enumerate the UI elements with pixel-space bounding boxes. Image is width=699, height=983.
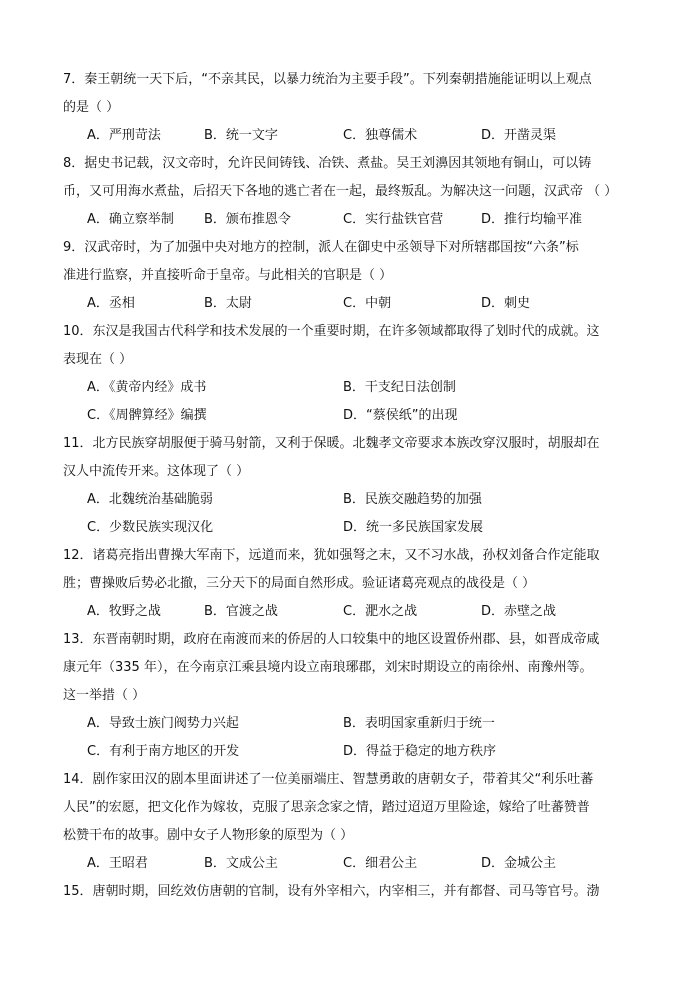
q8-option-a: A．确立察举制	[87, 212, 174, 227]
q13-option-c: C．有利于南方地区的开发	[87, 744, 240, 759]
q13-option-d: D．得益于稳定的地方秩序	[343, 744, 497, 759]
q14-option-a: A．王昭君	[87, 856, 148, 871]
q10-option-a: A．《黄帝内经》成书	[87, 380, 207, 395]
q8-option-c: C．实行盐铁官营	[343, 212, 444, 227]
q8-stem-line-1: 8．据史书记载，汉文帝时，允许民间铸钱、冶铁、煮盐。吴王刘濞因其领地有铜山，可以铸	[63, 156, 592, 171]
q11-option-d: D．统一多民族国家发展	[343, 520, 484, 535]
q13-stem-line-1: 13．东晋南朝时期，政府在南渡而来的侨居的人口较集中的地区设置侨州郡、县，如晋成帝咸	[63, 632, 600, 647]
q7-stem-line-2: 的是（ ）	[63, 100, 120, 115]
q9-option-c: C．中朝	[343, 296, 392, 311]
q10-option-c: C．《周髀算经》编撰	[87, 408, 207, 423]
q11-option-c: C．少数民族实现汉化	[87, 520, 214, 535]
q14-stem-line-2: 人民”的宏愿，把文化作为嫁妆，克服了思亲念家之情，踏过迢迢万里险途，嫁给了吐蕃赞普	[63, 800, 590, 815]
q7-stem-line-1: 7．秦王朝统一天下后，“不亲其民，以暴力统治为主要手段”。下列秦朝措施能证明以上观点	[63, 72, 592, 87]
q10-option-b: B．干支纪日法创制	[343, 380, 456, 395]
q13-option-b: B．表明国家重新归于统一	[343, 716, 495, 731]
q9-option-b: B．太尉	[204, 296, 252, 311]
q8-option-b: B．颁布推恩令	[204, 212, 291, 227]
q14-option-d: D．金城公主	[481, 856, 557, 871]
q12-option-a: A．牧野之战	[87, 604, 161, 619]
q11-stem-line-2: 汉人中流传开来。这体现了（ ）	[63, 464, 250, 479]
q14-option-b: B．文成公主	[204, 856, 278, 871]
q7-option-d: D．开凿灵渠	[481, 128, 557, 143]
q11-option-a: A．北魏统治基础脆弱	[87, 492, 213, 507]
q9-option-a: A．丞相	[87, 296, 135, 311]
q10-stem-line-2: 表现在（ ）	[63, 352, 133, 367]
q12-stem-line-1: 12．诸葛亮指出曹操大军南下，远道而来，犹如强弩之末，又不习水战，孙权刘备合作定能取	[63, 548, 600, 563]
q9-stem-line-2: 准进行监察，并直接听命于皇帝。与此相关的官职是（ ）	[63, 268, 393, 283]
q12-stem-line-2: 胜；曹操败后势必北撤，三分天下的局面自然形成。验证诸葛亮观点的战役是（ ）	[63, 576, 536, 591]
q14-option-c: C．细君公主	[343, 856, 418, 871]
q7-option-a: A．严刑苛法	[87, 128, 161, 143]
q12-option-b: B．官渡之战	[204, 604, 278, 619]
q10-stem-line-1: 10．东汉是我国古代科学和技术发展的一个重要时期，在许多领域都取得了划时代的成就。这	[63, 324, 600, 339]
q14-stem-line-3: 松赞干布的故事。剧中女子人物形象的原型为（ ）	[63, 828, 354, 843]
q9-stem-line-1: 9．汉武帝时，为了加强中央对地方的控制，派人在御史中丞领导下对所辖郡国按“六条”标	[63, 240, 579, 255]
q10-option-d: D．“蔡侯纸”的出现	[343, 408, 458, 423]
q11-stem-line-1: 11．北方民族穿胡服便于骑马射箭，又利于保暖。北魏孝文帝要求本族改穿汉服时，胡服却在	[63, 436, 600, 451]
q13-option-a: A．导致士族门阀势力兴起	[87, 716, 239, 731]
q8-stem-line-2: 币，又可用海水煮盐，后招天下各地的逃亡者在一起，最终叛乱。为解决这一问题，汉武帝 （ ）	[63, 184, 618, 199]
q14-stem-line-1: 14．剧作家田汉的剧本里面讲述了一位美丽端庄、智慧勇敢的唐朝女子，带着其父“利乐吐蕃	[63, 772, 594, 787]
q13-stem-line-3: 这一举措（ ）	[63, 688, 146, 703]
q12-option-d: D．赤壁之战	[481, 604, 557, 619]
q11-option-b: B．民族交融趋势的加强	[343, 492, 482, 507]
q7-option-c: C．独尊儒术	[343, 128, 418, 143]
q15-stem-line-1: 15．唐朝时期，回纥效仿唐朝的官制，设有外宰相六，内宰相三，并有都督、司马等官号。渤	[63, 884, 600, 899]
q12-option-c: C．淝水之战	[343, 604, 418, 619]
q13-stem-line-2: 康元年（335 年），在今南京江乘县境内设立南琅琊郡，刘宋时期设立的南徐州、南豫州等。	[63, 660, 593, 675]
q9-option-d: D．刺史	[481, 296, 531, 311]
q8-option-d: D．推行均输平准	[481, 212, 583, 227]
q7-option-b: B．统一文字	[204, 128, 278, 143]
